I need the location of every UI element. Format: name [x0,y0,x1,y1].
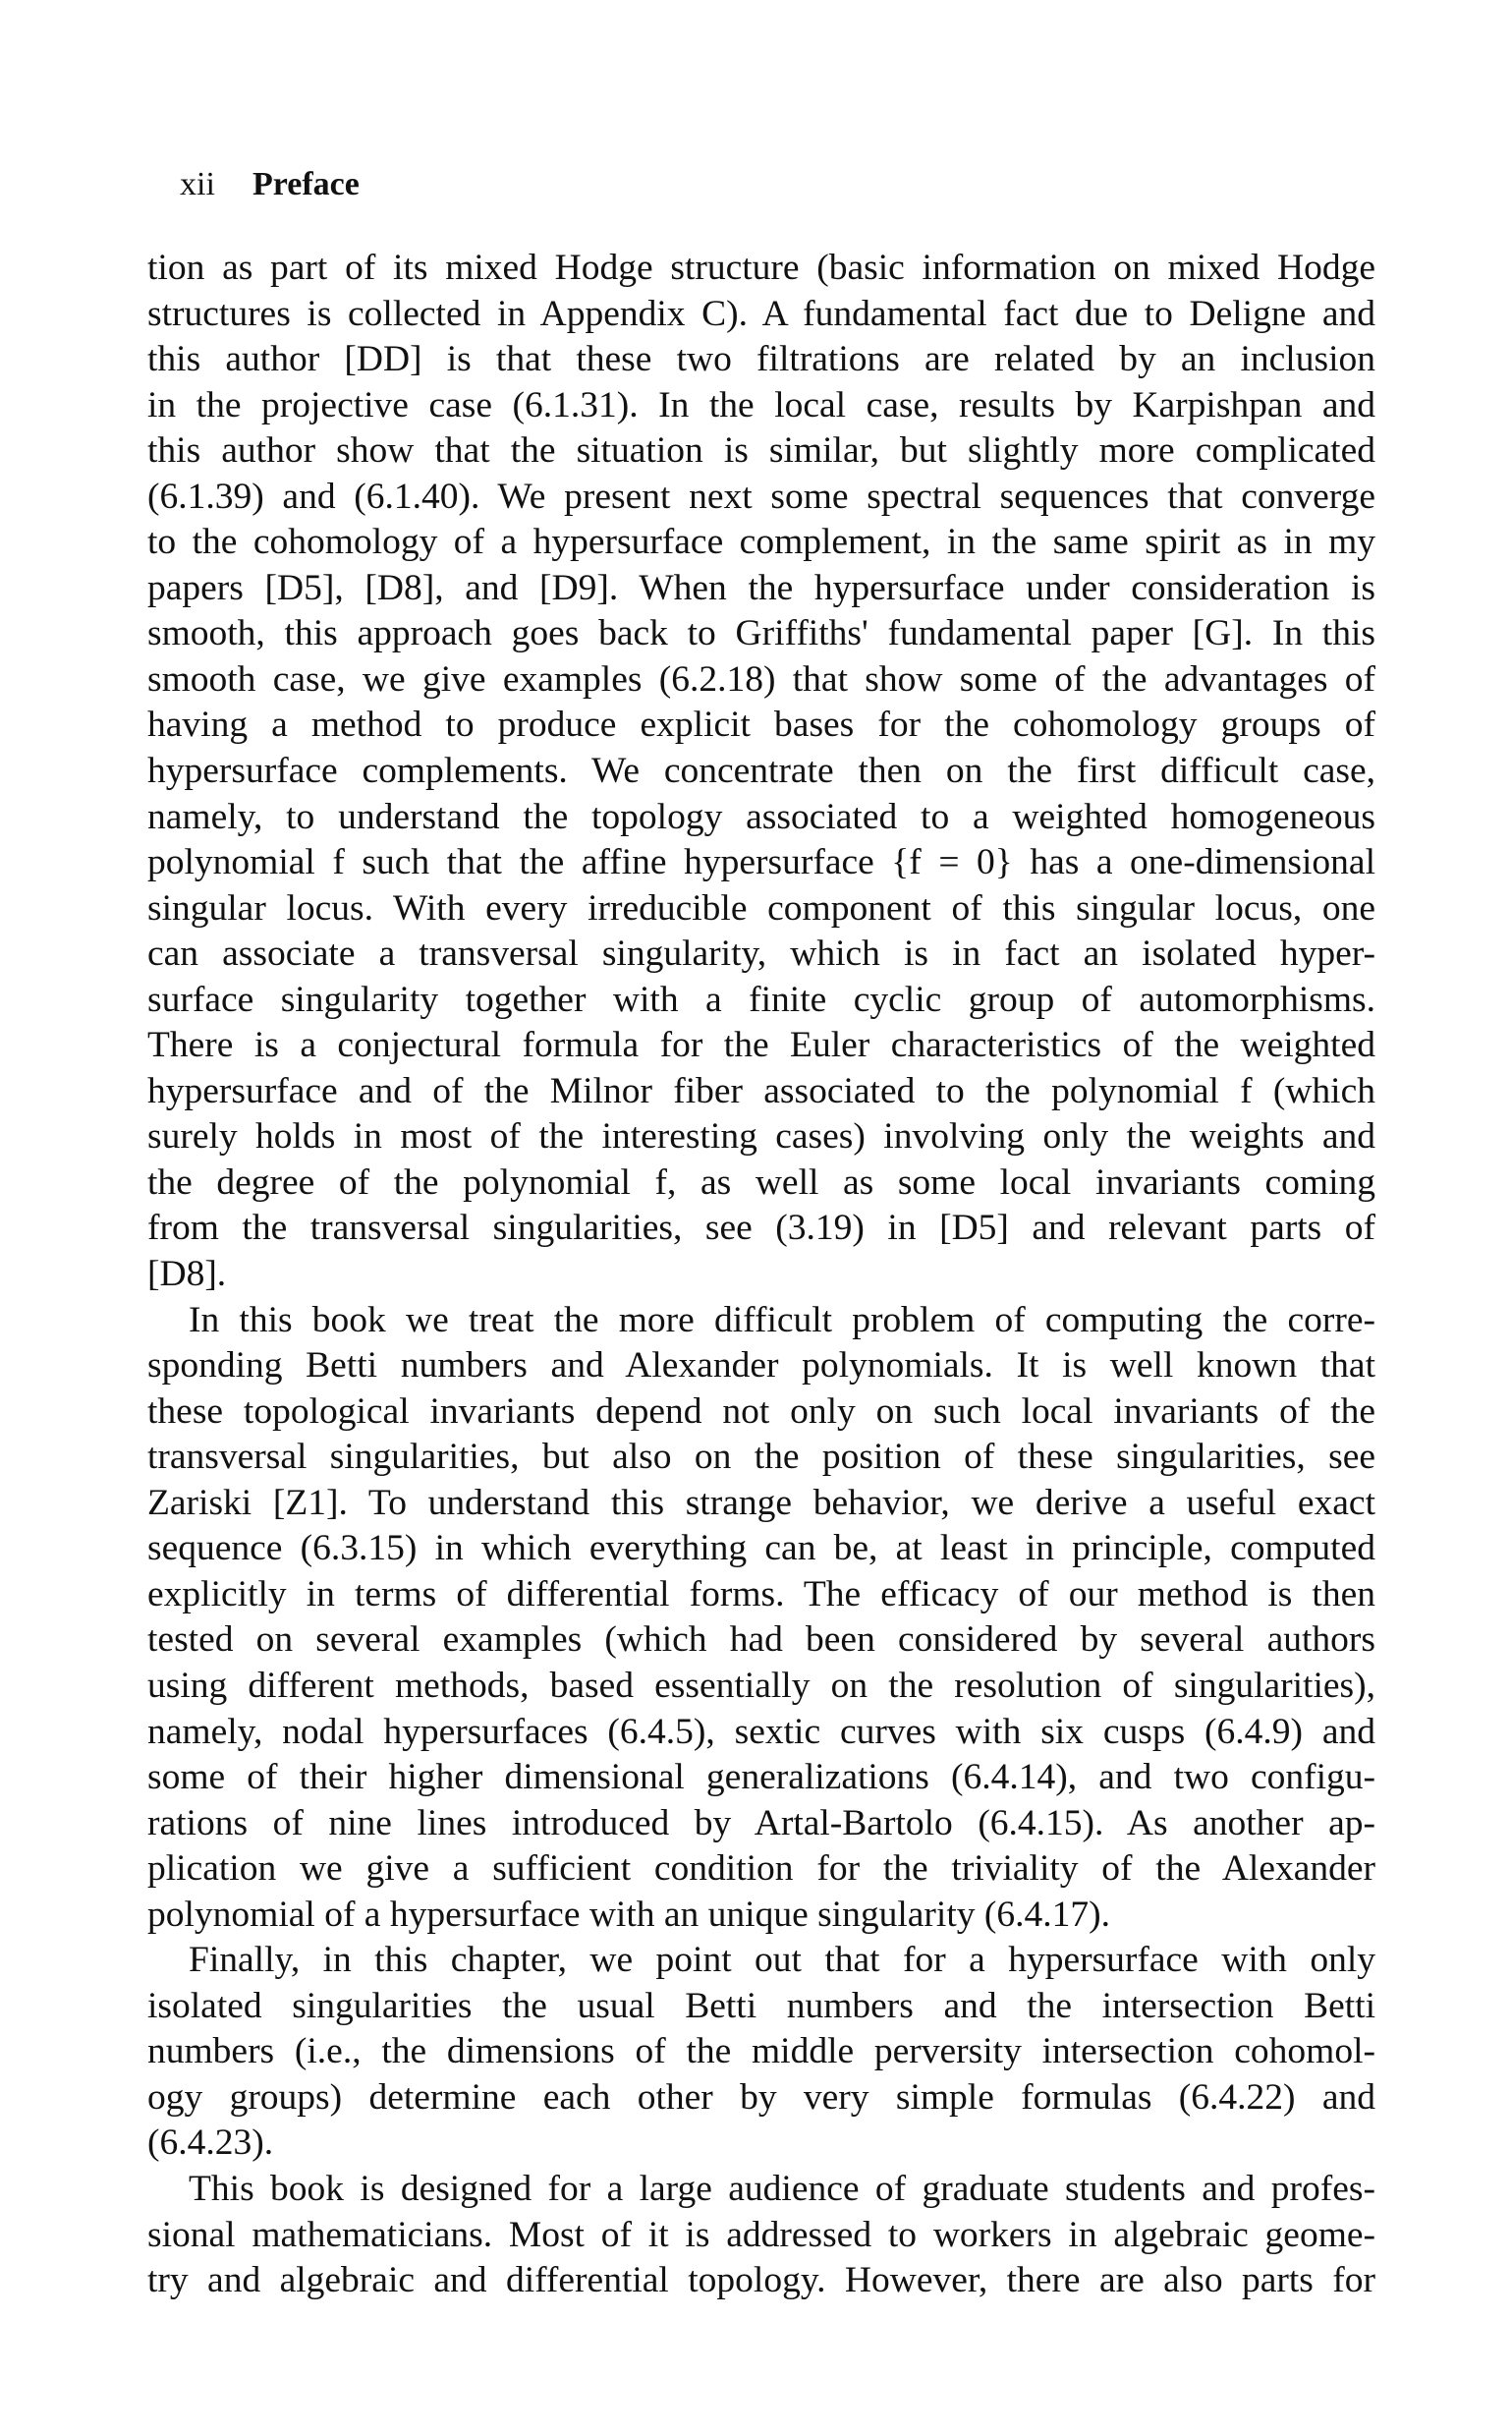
text-line: using different methods, based essentially on the resolution of singularities), [147,1665,1375,1706]
text-line: isolated singularities the usual Betti numbers and the intersection Betti [147,1985,1375,2026]
text-line: in the projective case (6.1.31). In the local case, results by Karpishpan and [147,384,1375,425]
body-text [147,246,1375,2304]
text-line: having a method to produce explicit bases for the cohomology groups of [147,705,1375,746]
text-line: rations of nine lines introduced by Artal-Bartolo (6.4.15). As another ap- [147,1802,1375,1843]
text-line: smooth case, we give examples (6.2.18) that show some of the advantages of [147,658,1375,700]
text-line: singular locus. With every irreducible component of this singular locus, one [147,887,1375,929]
text-line: sponding Betti numbers and Alexander polynomials. It is well known that [147,1345,1375,1387]
text-line: plication we give a sufficient condition for the triviality of the Alexander [147,1848,1375,1890]
text-line: hypersurface complements. We concentrate then on the first difficult case, [147,751,1375,792]
text-line: sequence (6.3.15) in which everything can be, at least in principle, computed [147,1528,1375,1569]
text-line: tion as part of its mixed Hodge structure (basic information on mixed Hodge [147,248,1375,288]
text-line: namely, nodal hypersurfaces (6.4.5), sextic curves with six cusps (6.4.9) and [147,1711,1375,1752]
text-line: surely holds in most of the interesting cases) involving only the weights and [147,1116,1375,1158]
paragraph [147,2167,1375,2304]
text-line: structures is collected in Appendix C). A fundamental fact due to Deligne and [147,293,1375,334]
text-line: from the transversal singularities, see (3.19) in [D5] and relevant parts of [147,1208,1375,1249]
page-number: xii [180,166,215,202]
text-line: papers [D5], [D8], and [D9]. When the hypersurface under consideration is [147,567,1375,608]
text-line: surface singularity together with a finite cyclic group of automorphisms. [147,979,1375,1020]
text-line: ogy groups) determine each other by very simple formulas (6.4.22) and [147,2076,1375,2118]
text-line: sional mathematicians. Most of it is addressed to workers in algebraic geome- [147,2214,1375,2255]
text-line: (6.4.23). [147,2123,274,2164]
text-line: numbers (i.e., the dimensions of the middle perversity intersection cohomol- [147,2031,1375,2072]
text-line: this author show that the situation is similar, but slightly more complicated [147,430,1375,472]
running-head [180,165,360,204]
text-line: (6.1.39) and (6.1.40). We present next some spectral sequences that converge [147,476,1375,517]
section-title: Preface [252,166,360,202]
text-line: the degree of the polynomial f, as well as some local invariants coming [147,1161,1375,1203]
text-line: Zariski [Z1]. To understand this strange behavior, we derive a useful exact [147,1482,1375,1523]
text-line: Finally, in this chapter, we point out that for a hypersurface with only [189,1940,1375,1981]
paragraph [147,1938,1375,2167]
text-line: smooth, this approach goes back to Griffiths' fundamental paper [G]. In this [147,613,1375,654]
text-line: namely, to understand the topology associated to a weighted homogeneous [147,796,1375,837]
text-line: In this book we treat the more difficult problem of computing the corre- [189,1299,1375,1340]
text-line: polynomial f such that the affine hypersurface {f = 0} has a one-dimensional [147,842,1375,883]
paragraph [147,246,1375,1298]
text-line: tested on several examples (which had been considered by several authors [147,1619,1375,1661]
text-line: these topological invariants depend not only on such local invariants of the [147,1390,1375,1432]
text-line: This book is designed for a large audience of graduate students and profes- [189,2168,1375,2209]
text-line: try and algebraic and differential topology. However, there are also parts for [147,2260,1375,2301]
text-line: to the cohomology of a hypersurface complement, in the same spirit as in my [147,522,1375,563]
paragraph [147,1298,1375,1939]
text-line: hypersurface and of the Milnor fiber associated to the polynomial f (which [147,1070,1375,1111]
text-line: transversal singularities, but also on the position of these singularities, see [147,1437,1375,1478]
text-line: [D8]. [147,1254,227,1295]
text-line: this author [DD] is that these two filtrations are related by an inclusion [147,339,1375,380]
text-line: explicitly in terms of differential forms. The efficacy of our method is then [147,1573,1375,1614]
text-line: can associate a transversal singularity, which is in fact an isolated hyper- [147,934,1375,975]
text-line: polynomial of a hypersurface with an unique singularity (6.4.17). [147,1894,1110,1935]
text-line: some of their higher dimensional generalizations (6.4.14), and two configu- [147,1757,1375,1798]
text-line: There is a conjectural formula for the Euler characteristics of the weighted [147,1025,1375,1066]
